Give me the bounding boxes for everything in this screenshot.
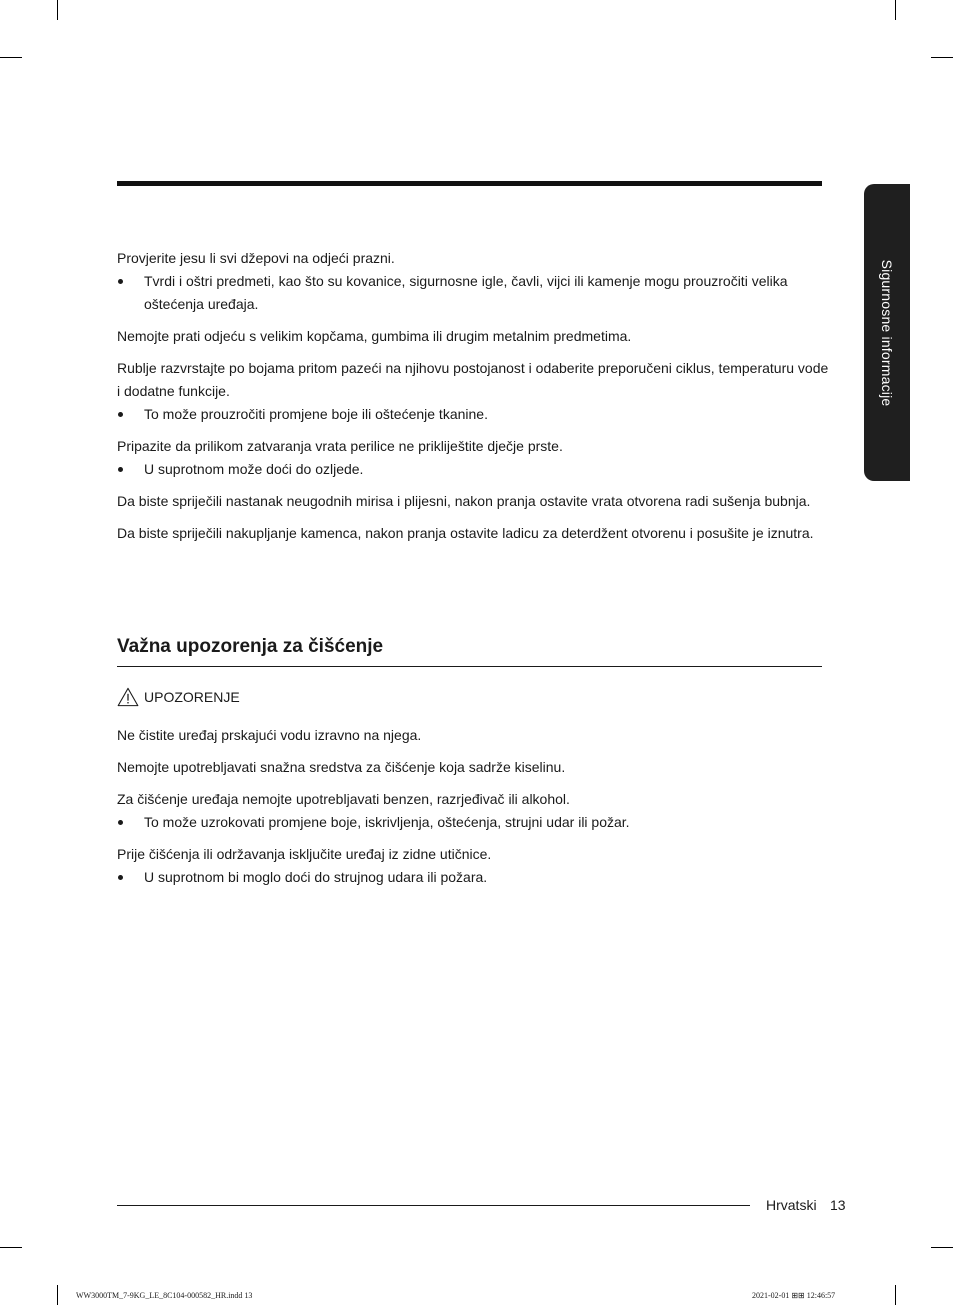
paragraph: Nemojte upotrebljavati snažna sredstva za čišćenje koja sadrže kiselinu. (117, 759, 566, 775)
warning-triangle-icon (117, 687, 139, 707)
bullet-item: U suprotnom može doći do ozljede. (117, 458, 829, 481)
print-slug-file: WW3000TM_7-9KG_LE_8C104-000582_HR.indd 13 (76, 1291, 253, 1300)
warning-label: UPOZORENJE (144, 689, 240, 705)
paragraph: Provjerite jesu li svi džepovi na odjeći prazni. (117, 250, 395, 266)
section-title: Važna upozorenja za čišćenje (117, 635, 822, 667)
crop-mark (0, 57, 22, 58)
crop-mark (57, 0, 58, 20)
header-rule (117, 181, 822, 186)
paragraph: Da biste spriječili nakupljanje kamenca, nakon pranja ostavite ladicu za deterdžent otvorenu i posušite je iznutra. (117, 525, 814, 541)
bullet-item: Tvrdi i oštri predmeti, kao što su kovanice, sigurnosne igle, čavli, vijci ili kamenje mogu prouzročiti velika oštećenja uređaja. (117, 270, 829, 316)
side-tab-label: Sigurnosne informacije (879, 259, 895, 406)
paragraph: Ne čistite uređaj prskajući vodu izravno na njega. (117, 727, 422, 743)
cleaning-warnings (117, 724, 829, 898)
footer-rule (117, 1205, 750, 1206)
paragraph: Rublje razvrstajte po bojama pritom pazeći na njihovu postojanost i odaberite preporučeni ciklus, temperaturu vode i dodatne funkcije. (117, 360, 829, 399)
paragraph: Nemojte prati odjeću s velikim kopčama, gumbima ili drugim metalnim predmetima. (117, 328, 632, 344)
footer-language: Hrvatski (766, 1197, 817, 1213)
crop-mark (931, 1247, 953, 1248)
crop-mark (895, 1285, 896, 1305)
paragraph: Da biste spriječili nastanak neugodnih mirisa i plijesni, nakon pranja ostavite vrata otvorena radi sušenja bubnja. (117, 493, 811, 509)
page-number: 13 (830, 1197, 846, 1213)
crop-mark (0, 1247, 22, 1248)
bullet-item: To može uzrokovati promjene boje, iskrivljenja, oštećenja, strujni udar ili požar. (117, 811, 829, 834)
crop-mark (57, 1285, 58, 1305)
crop-mark (895, 0, 896, 20)
paragraph: Za čišćenje uređaja nemojte upotrebljavati benzen, razrjeđivač ili alkohol. (117, 791, 570, 807)
intro-instructions (117, 247, 829, 554)
bullet-item: To može prouzročiti promjene boje ili oštećenje tkanine. (117, 403, 829, 426)
print-slug-date: 2021-02-01 ⊞⊞ 12:46:57 (752, 1291, 836, 1300)
section-side-tab (864, 184, 910, 481)
paragraph: Pripazite da prilikom zatvaranja vrata perilice ne priklije​štite dječje prste. (117, 438, 563, 454)
bullet-item: U suprotnom bi moglo doći do strujnog udara ili požara. (117, 866, 829, 889)
paragraph: Prije čišćenja ili održavanja isključite uređaj iz zidne utičnice. (117, 846, 492, 862)
crop-mark (931, 57, 953, 58)
warning-heading (117, 686, 240, 708)
